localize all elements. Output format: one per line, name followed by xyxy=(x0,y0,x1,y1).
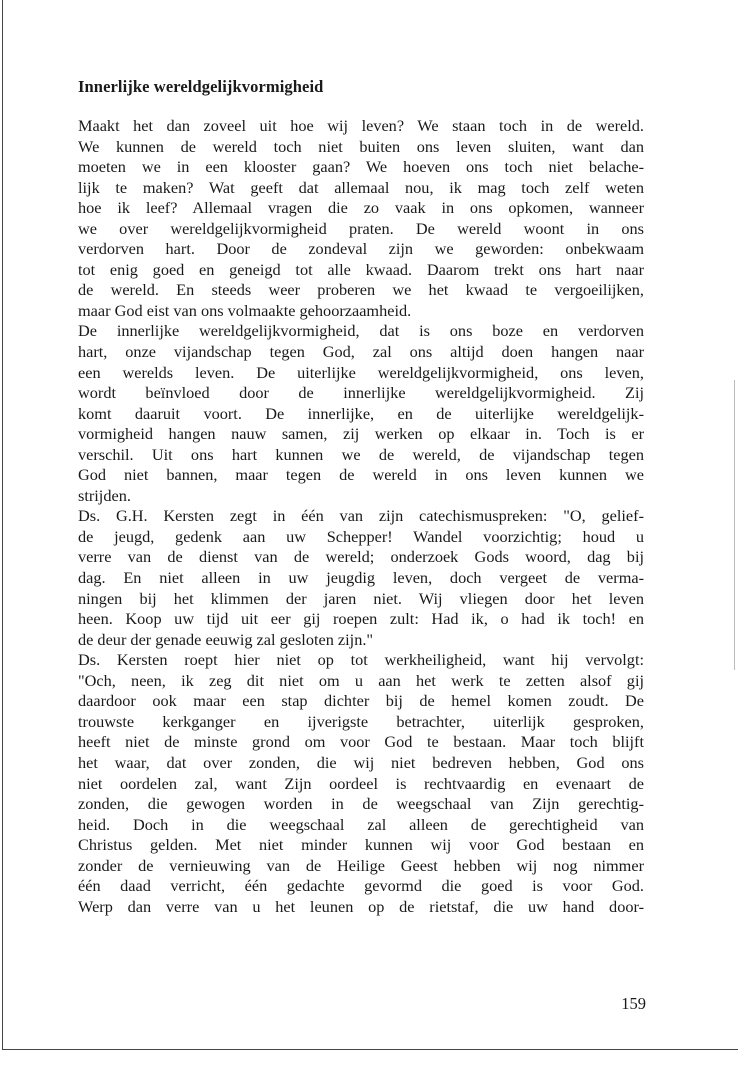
text-line: daardoor ook maar een stap dichter bij de hemel komen zoudt. De xyxy=(78,691,644,711)
text-line: hoe ik leef? Allemaal vragen die zo vaak in ons opkomen, wanneer xyxy=(78,198,644,218)
text-line: heen. Koop uw tijd uit eer gij roepen zult: Had ik, o had ik toch! en xyxy=(78,609,644,629)
page-number: 159 xyxy=(621,994,646,1013)
text-line: Ds. Kersten roept hier niet op tot werkheiligheid, want hij vervolgt: xyxy=(78,650,644,670)
text-line: komt daaruit voort. De innerlijke, en de uiterlijke wereldgelijk- xyxy=(78,403,644,423)
text-line: het waar, dat over zonden, die wij niet bedreven hebben, God ons xyxy=(78,752,644,772)
text-line: Maakt het dan zoveel uit hoe wij leven? We staan toch in de wereld. xyxy=(78,116,644,135)
text-line: heid. Doch in die weegschaal zal alleen de gerechtigheid van xyxy=(78,814,644,834)
text-line: een werelds leven. De uiterlijke wereldgelijkvormigheid, ons leven, xyxy=(78,362,644,382)
text-line: hart, onze vijandschap tegen God, zal ons altijd doen hangen naar xyxy=(78,342,644,362)
text-line: lijk te maken? Wat geeft dat allemaal nou, ik mag toch zelf weten xyxy=(78,177,644,197)
page-right-edge-mark xyxy=(734,380,735,670)
text-line: We kunnen de wereld toch niet buiten ons leven sluiten, want dan xyxy=(78,136,644,156)
text-line: niet oordelen zal, want Zijn oordeel is rechtvaardig en evenaart de xyxy=(78,773,644,793)
text-line: strijden. xyxy=(78,485,131,505)
text-line: één daad verricht, één gedachte gevormd die goed is voor God. xyxy=(78,876,644,896)
section-heading: Innerlijke wereldgelijkvormigheid xyxy=(78,77,324,96)
text-line: Werp dan verre van u het leunen op de rietstaf, die uw hand door- xyxy=(78,896,644,916)
text-line: De innerlijke wereldgelijkvormigheid, dat is ons boze en verdorven xyxy=(78,321,644,341)
body-text xyxy=(78,116,644,917)
text-line: Christus gelden. Met niet minder kunnen wij voor God bestaan en xyxy=(78,835,644,855)
text-line: zonder de vernieuwing van de Heilige Geest hebben wij nog nimmer xyxy=(78,855,644,875)
text-line: ningen bij het klimmen der jaren niet. Wij vliegen door het leven xyxy=(78,588,644,608)
page-left-edge xyxy=(2,0,3,1050)
text-line: trouwste kerkganger en ijverigste betrachter, uiterlijk gesproken, xyxy=(78,711,644,731)
page-bottom-edge xyxy=(2,1049,738,1050)
text-line: tot enig goed en geneigd tot alle kwaad. Daarom trekt ons hart naar xyxy=(78,259,644,279)
text-line: verre van de dienst van de wereld; onderzoek Gods woord, dag bij xyxy=(78,547,644,567)
text-line: "Och, neen, ik zeg dit niet om u aan het werk te zetten alsof gij xyxy=(78,670,644,690)
text-line: God niet bannen, maar tegen de wereld in ons leven kunnen we xyxy=(78,465,644,485)
text-line: Ds. G.H. Kersten zegt in één van zijn catechismuspreken: "O, gelief- xyxy=(78,506,644,526)
text-line: vormigheid hangen nauw samen, zij werken op elkaar in. Toch is er xyxy=(78,424,644,444)
text-line: de deur der genade eeuwig zal gesloten zijn." xyxy=(78,629,374,649)
text-line: verdorven hart. Door de zondeval zijn we geworden: onbekwaam xyxy=(78,239,644,259)
text-line: wordt beïnvloed door de innerlijke wereldgelijkvormigheid. Zij xyxy=(78,383,644,403)
text-line: verschil. Uit ons hart kunnen we de wereld, de vijandschap tegen xyxy=(78,444,644,464)
text-line: de wereld. En steeds weer proberen we het kwaad te vergoeilijken, xyxy=(78,280,644,300)
text-line: heeft niet de minste grond om voor God te bestaan. Maar toch blijft xyxy=(78,732,644,752)
text-line: zonden, die gewogen worden in de weegschaal van Zijn gerechtig- xyxy=(78,794,644,814)
text-line: dag. En niet alleen in uw jeugdig leven, doch vergeet de verma- xyxy=(78,568,644,588)
text-line: we over wereldgelijkvormigheid praten. De wereld woont in ons xyxy=(78,218,644,238)
text-line: de jeugd, gedenk aan uw Schepper! Wandel voorzichtig; houd u xyxy=(78,526,644,546)
text-line: moeten we in een klooster gaan? We hoeven ons toch niet belache- xyxy=(78,157,644,177)
text-line: maar God eist van ons volmaakte gehoorzaamheid. xyxy=(78,300,412,320)
